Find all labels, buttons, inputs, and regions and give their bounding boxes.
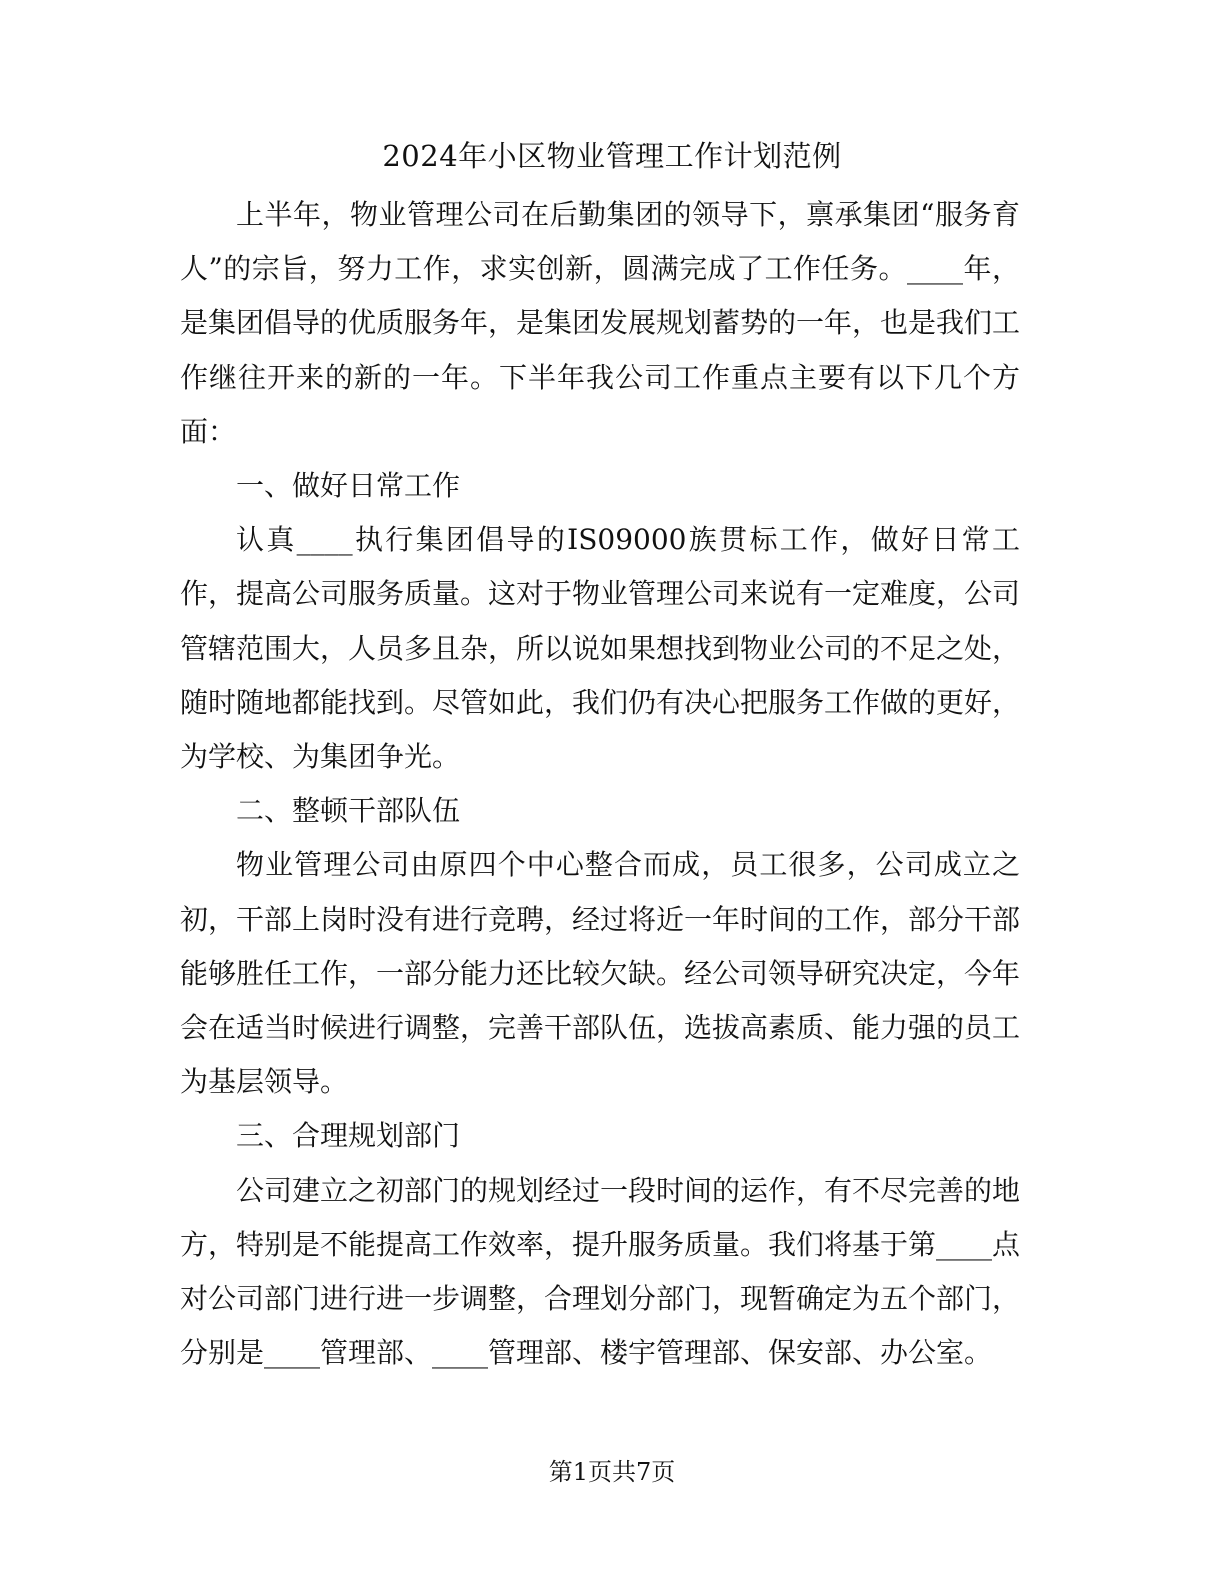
page-footer: 第1页共7页 [548,1458,676,1486]
document-body [180,188,1020,1380]
paragraph-section-1: 认真____执行集团倡导的IS09000族贯标工作，做好日常工作，提高公司服务质量。这对于物业管理公司来说有一定难度，公司管辖范围大，人员多且杂，所以说如果想找到物业公司的不足之处，随时随地都能找到。尽管如此，我们仍有决心把服务工作做的更好，为学校、为集团争光。 [180,523,1021,774]
section-heading-2: 二、整顿干部队伍 [236,794,461,828]
section-heading-3: 三、合理规划部门 [236,1119,461,1153]
paragraph-intro: 上半年，物业管理公司在后勤集团的领导下，禀承集团“服务育人”的宗旨，努力工作，求实创新，圆满完成了工作任务。____年，是集团倡导的优质服务年，是集团发展规划蓄势的一年，也是我们工作继往开来的新的一年。下半年我公司工作重点主要有以下几个方面： [180,198,1021,448]
section-heading-1: 一、做好日常工作 [236,469,461,503]
paragraph-section-3: 公司建立之初部门的规划经过一段时间的运作，有不尽完善的地方，特别是不能提高工作效率，提升服务质量。我们将基于第____点对公司部门进行进一步调整，合理划分部门，现暂确定为五个部门，分别是____管理部、____管理部、楼宇管理部、保安部、办公室。 [180,1173,1021,1370]
paragraph-section-2: 物业管理公司由原四个中心整合而成，员工很多，公司成立之初，干部上岗时没有进行竞聘，经过将近一年时间的工作，部分干部能够胜任工作，一部分能力还比较欠缺。经公司领导研究决定，今年会在适当时候进行调整，完善干部队伍，选拔高素质、能力强的员工为基层领导。 [180,848,1021,1099]
document-title: 2024年小区物业管理工作计划范例 [382,139,842,173]
